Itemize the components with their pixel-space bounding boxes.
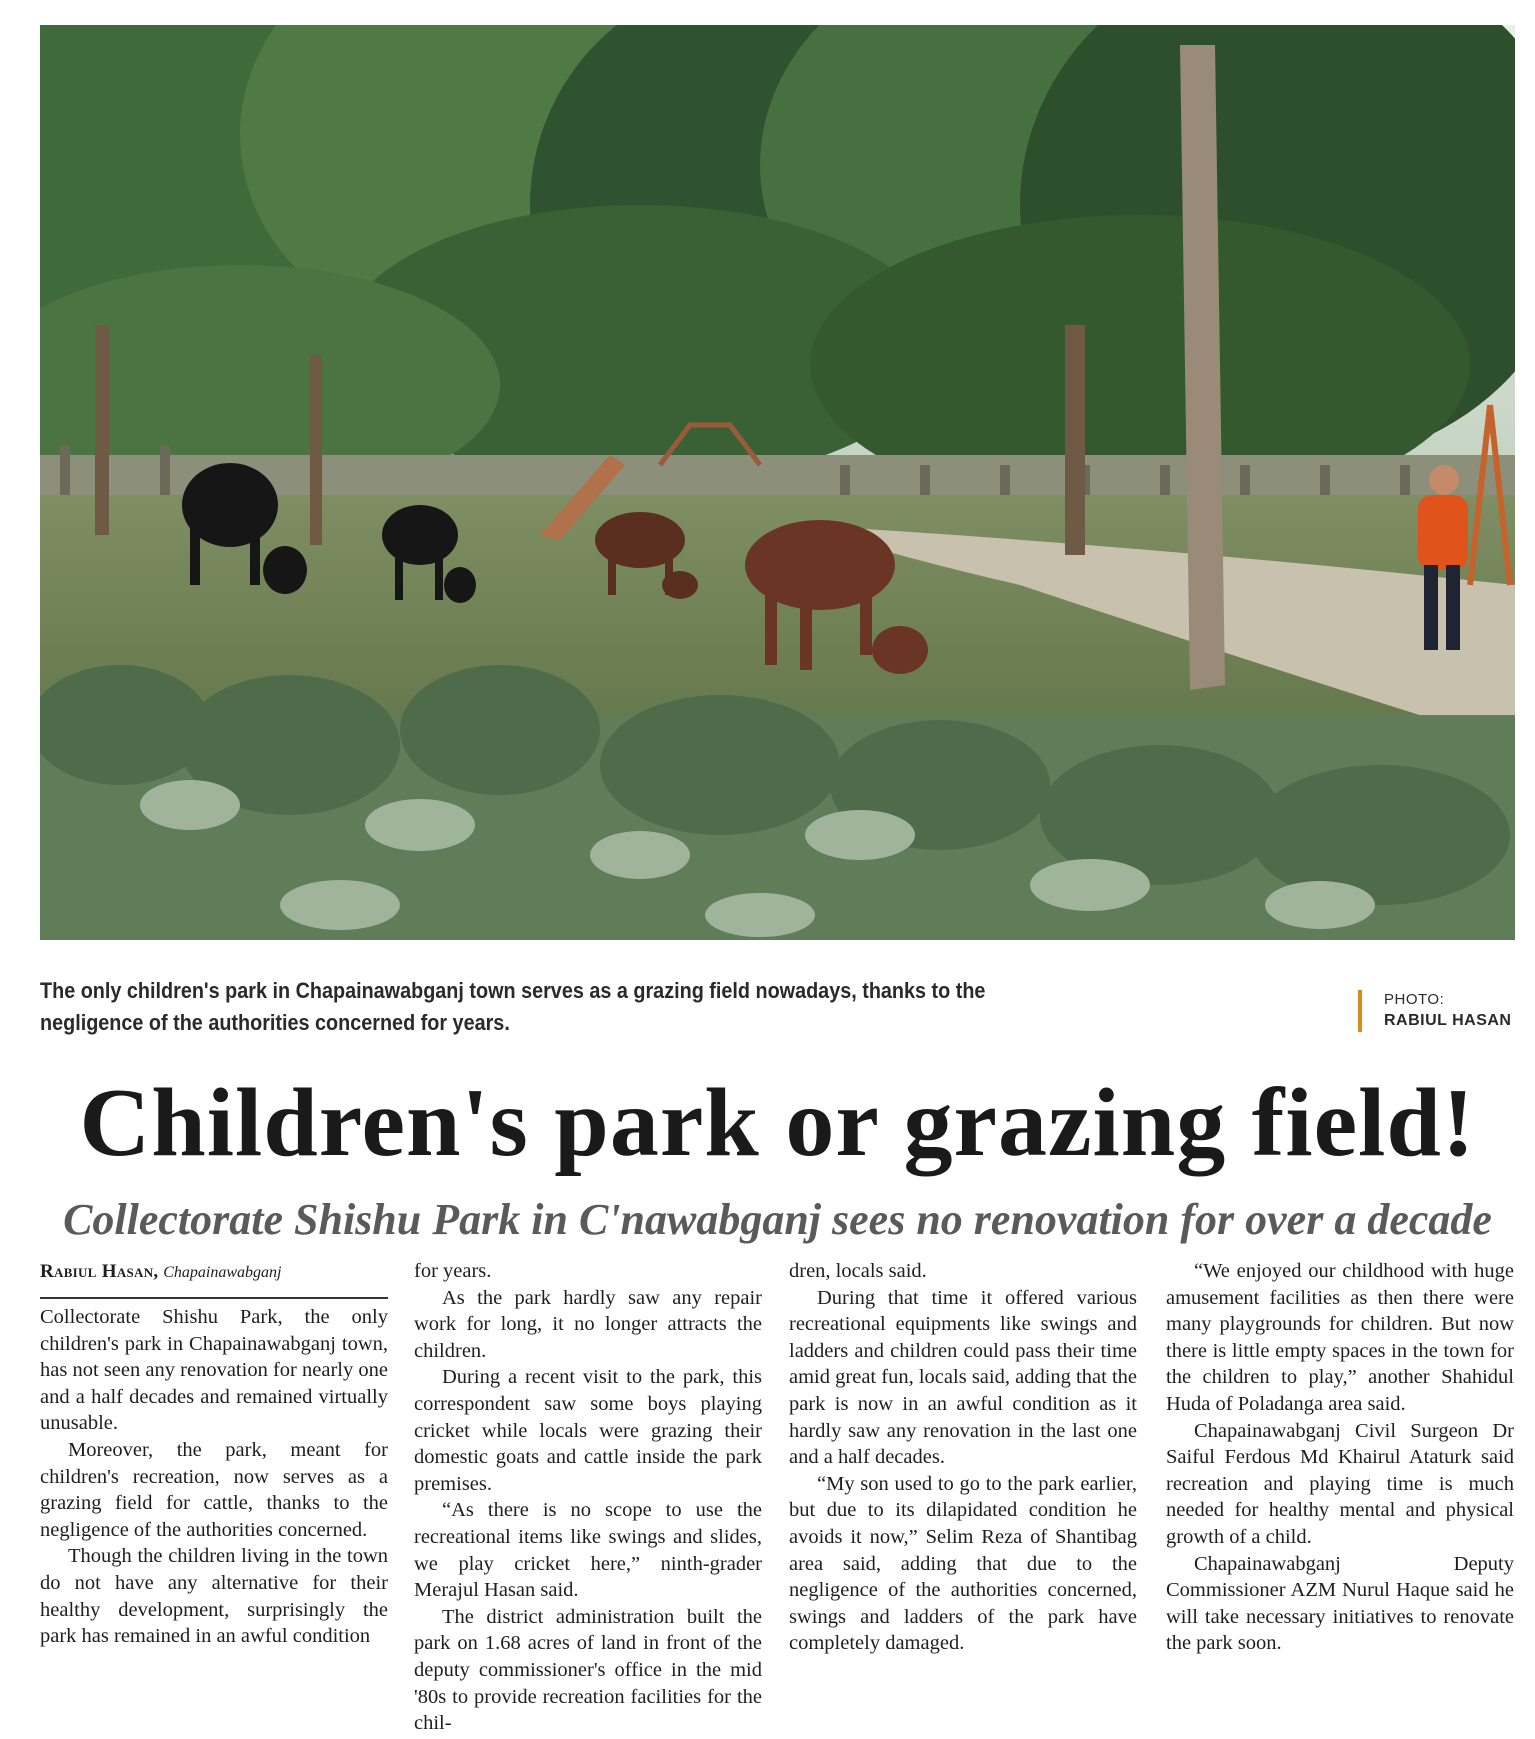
paragraph: “My son used to go to the park earlier, but due to its dilapidated condition he avoids it now,” Selim Reza of Shantibag area said, adding that due to the negligence of the authorities concerned, swings and ladders of the park have completely damaged. — [789, 1472, 1137, 1655]
paragraph: Collectorate Shishu Park, the only children's park in Chapainawabganj town, has not seen any renovation for nearly one and a half decades and remained virtually unusable. — [40, 1306, 388, 1435]
byline-author: Rabiul Hasan, — [40, 1261, 159, 1282]
article-column-2 — [414, 1258, 762, 1737]
paragraph: “As there is no scope to use the recreational items like swings and slides, we play cricket here,” ninth-grader Merajul Hasan said. — [414, 1499, 762, 1602]
article-column-3 — [789, 1258, 1137, 1657]
paragraph: Chapainawabganj Civil Surgeon Dr Saiful Ferdous Md Khairul Ataturk said recreation and playing time is much needed for healthy mental and physical growth of a child. — [1166, 1419, 1514, 1548]
article-column-4 — [1166, 1258, 1514, 1657]
paragraph: “We enjoyed our childhood with huge amusement facilities as then there were many playgrounds for children. But now there is little empty spaces in the town for the children to play,” another Shahidul Huda of Poladanga area said. — [1166, 1260, 1514, 1415]
paragraph: Though the children living in the town do not have any alternative for their healthy development, surprisingly the park has remained in an awful condition — [40, 1545, 388, 1648]
paragraph: During a recent visit to the park, this correspondent saw some boys playing cricket while locals were grazing their domestic goats and cattle inside the park premises. — [414, 1366, 762, 1495]
byline — [40, 1258, 388, 1299]
article-column-1 — [40, 1304, 388, 1650]
paragraph: During that time it offered various recreational equipments like swings and ladders and children could pass their time amid great fun, locals said, adding that the park is now in an awful condition as it hardly saw any renovation in the last one and a half decades. — [789, 1286, 1137, 1469]
paragraph: for years. — [414, 1260, 492, 1282]
headline: Children's park or grazing field! — [79, 1069, 1476, 1177]
paragraph: Chapainawabganj Deputy Commissioner AZM Nurul Haque said he will take necessary initiatives to renovate the park soon. — [1166, 1552, 1514, 1655]
paragraph: The district administration built the park on 1.68 acres of land in front of the deputy commissioner's office in the mid '80s to provide recreation facilities for the chil- — [414, 1605, 762, 1735]
paragraph: As the park hardly saw any repair work for long, it no longer attracts the children. — [414, 1286, 762, 1362]
byline-location: Chapainawabganj — [163, 1264, 282, 1281]
park-photo-illustration — [40, 25, 1515, 940]
photo-caption: The only children's park in Chapainawabganj town serves as a grazing field nowadays, thanks to the negligence of the authorities concerned for years. — [40, 978, 986, 1035]
paragraph: dren, locals said. — [789, 1260, 927, 1282]
photo-credit — [1358, 990, 1511, 1032]
photo-credit-name: RABIUL HASAN — [1384, 1012, 1512, 1029]
photo-credit-label: PHOTO: — [1384, 991, 1445, 1008]
news-photo — [40, 25, 1515, 940]
subheadline: Collectorate Shishu Park in C'nawabganj sees no renovation for over a decade — [63, 1195, 1492, 1244]
paragraph: Moreover, the park, meant for children's recreation, now serves as a grazing field for cattle, thanks to the negligence of the authorities concerned. — [40, 1438, 388, 1541]
